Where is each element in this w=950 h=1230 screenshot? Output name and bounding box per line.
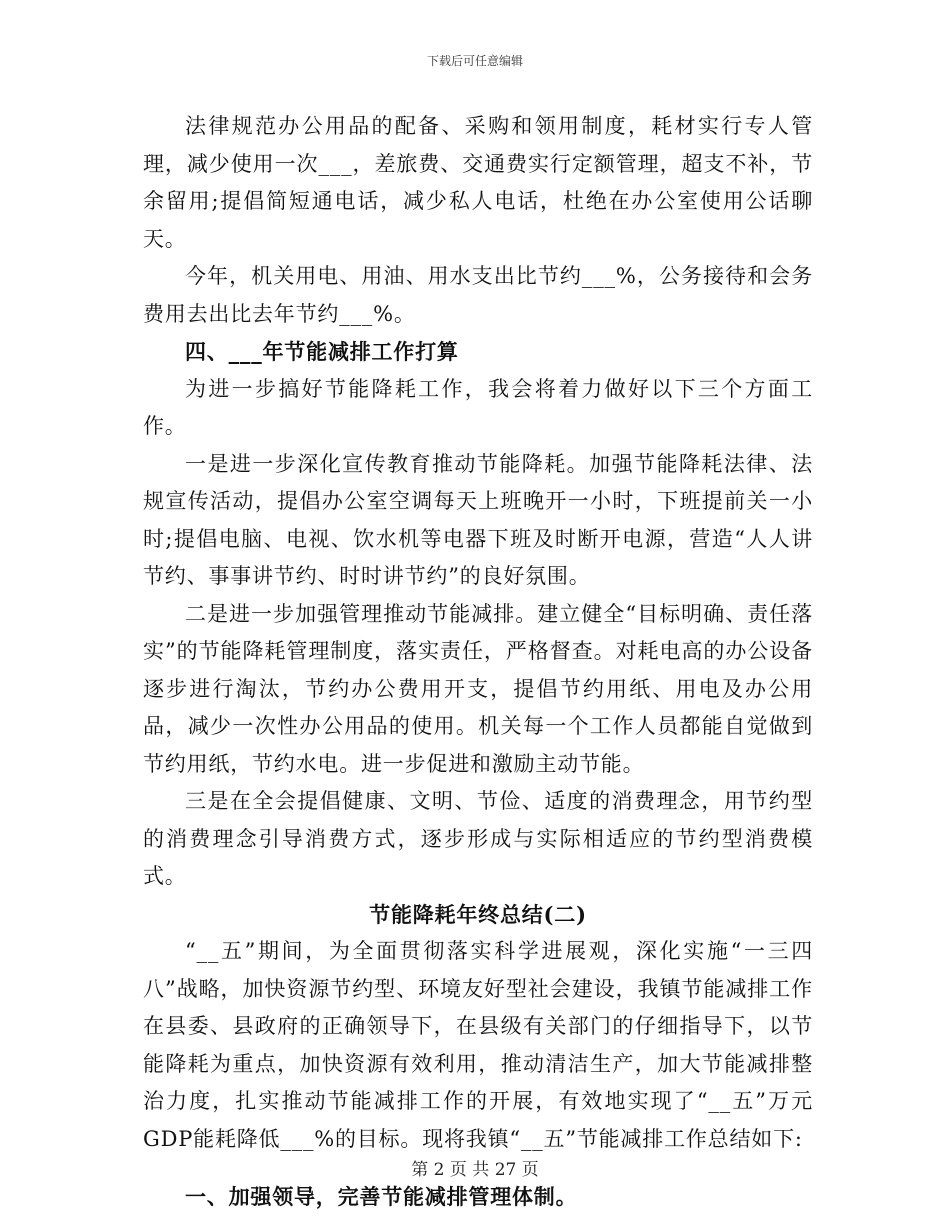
page-header-note: 下载后可任意编辑 bbox=[426, 54, 523, 68]
paragraph-summary-intro: “__五”期间，为全面贯彻落实科学进展观，深化实施“一三四八”战略，加快资源节约型、环境友好型社会建设，我镇节能减排工作在县委、县政府的正确领导下，在县级有关部门的仔细指导下，以节能降耗为重点，加快资源有效利用，推动清洁生产，加大节能减排整治力度，扎实推动节能减排工作的开展，有效地实现了“__五”万元GDP能耗降低___%的目标。现将我镇“__五”节能减排工作总结如下: bbox=[143, 939, 813, 1151]
section-heading-plan: 四、___年节能减排工作打算 bbox=[185, 339, 459, 364]
paragraph-plan-item-2: 二是进一步加强管理推动节能减排。建立健全“目标明确、责任落实”的节能降耗管理制度，落实责任，严格督查。对耗电高的办公设备逐步进行淘汰，节约办公费用开支，提倡节约用纸、用电及办公用品，减少一次性办公用品的使用。机关每一个工作人员都能自觉做到节约用纸，节约水电。进一步促进和激励主动节能。 bbox=[143, 601, 813, 776]
document-title-part-2: 节能降耗年终总结(二) bbox=[369, 901, 587, 927]
paragraph-plan-item-1: 一是进一步深化宣传教育推动节能降耗。加强节能降耗法律、法规宣传活动，提倡办公室空调每天上班晚开一小时，下班提前关一小时;提倡电脑、电视、饮水机等电器下班及时断开电源，营造“人人讲节约、事事讲节约、时时讲节约”的良好氛围。 bbox=[143, 451, 813, 588]
paragraph-expense-savings: 今年，机关用电、用油、用水支出比节约___%，公务接待和会务费用去出比去年节约___%。 bbox=[143, 264, 813, 326]
document-body bbox=[143, 108, 813, 1216]
paragraph-office-supplies: 法律规范办公用品的配备、采购和领用制度，耗材实行专人管理，减少使用一次___，差旅费、交通费实行定额管理，超支不补，节余留用;提倡简短通电话，减少私人电话，杜绝在办公室使用公话聊天。 bbox=[143, 114, 813, 251]
paragraph-plan-item-3: 三是在全会提倡健康、文明、节俭、适度的消费理念，用节约型的消费理念引导消费方式，逐步形成与实际相适应的节约型消费模式。 bbox=[143, 789, 813, 888]
paragraph-plan-intro: 为进一步搞好节能降耗工作，我会将着力做好以下三个方面工作。 bbox=[143, 376, 813, 438]
section-heading-leadership: 一、加强领导，完善节能减排管理体制。 bbox=[185, 1184, 578, 1209]
page-number: 第 2 页 共 27 页 bbox=[411, 1160, 539, 1180]
